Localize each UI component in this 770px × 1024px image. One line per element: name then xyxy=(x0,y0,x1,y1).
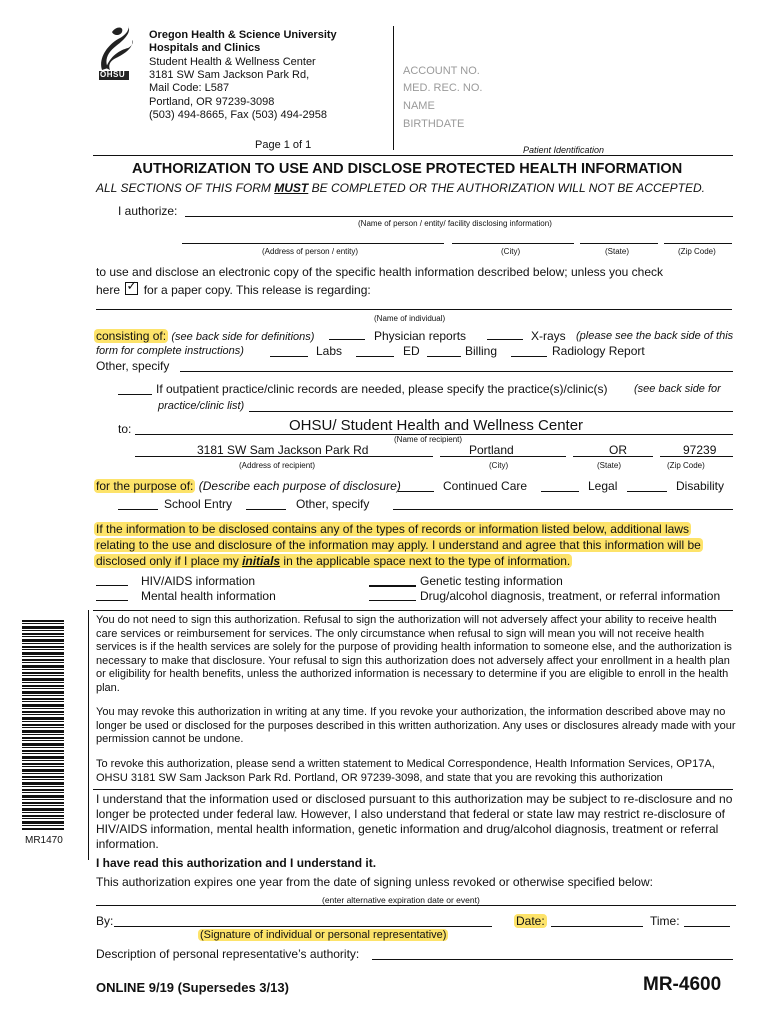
to-label: to: xyxy=(118,422,132,436)
disclosing-city-field[interactable] xyxy=(452,243,574,244)
signature-field[interactable] xyxy=(114,926,492,927)
form-title: AUTHORIZATION TO USE AND DISCLOSE PROTECTED HEALTH INFORMATION xyxy=(132,161,683,177)
date-field[interactable] xyxy=(551,926,643,927)
other-purpose-field[interactable] xyxy=(393,509,733,510)
sensitive-line-3 xyxy=(94,554,572,568)
side-code: MR1470 xyxy=(25,835,63,846)
sensitive-text: relating to the use and disclosure of the information may apply. I understand and agree that this information will be xyxy=(96,538,701,552)
redisclosure-text: I understand that the information used or disclosed pursuant to this authorization may be subject to re-disclosure and no longer be protected under federal law. However, I also understand that federal or state law may restrict re-disclosure of HIV/AIDS information, mental health information, genetic information and drug/alcohol diagnosis, treatment or referral information. xyxy=(96,792,733,851)
radiology-blank[interactable] xyxy=(511,356,547,357)
drug-initials-field[interactable] xyxy=(369,600,416,601)
recipient-address[interactable]: 3181 SW Sam Jackson Park Rd xyxy=(197,443,369,457)
ohsu-logo xyxy=(94,24,136,82)
form-number: MR-4600 xyxy=(643,974,722,995)
signature-caption-text: (Signature of individual or personal representative) xyxy=(200,929,447,941)
outpatient-text: If outpatient practice/clinic records are needed, please specify the practice(s)/clinic(s) xyxy=(156,382,608,396)
date-label-text: Date: xyxy=(516,914,545,928)
field-caption: (Name of individual) xyxy=(374,314,446,323)
recipient-name[interactable]: OHSU/ Student Health and Wellness Center xyxy=(289,417,584,434)
xrays-label: X-rays xyxy=(531,329,566,343)
hiv-label: HIV/AIDS information xyxy=(141,574,256,588)
mental-label: Mental health information xyxy=(141,589,276,603)
genetic-initials-field[interactable] xyxy=(369,585,416,587)
consisting-label: consisting of: xyxy=(96,329,167,343)
sensitive-line-2 xyxy=(94,538,703,552)
recipient-zip[interactable]: 97239 xyxy=(683,443,717,457)
field-caption: (City) xyxy=(501,247,521,256)
clinic-list-field[interactable] xyxy=(249,411,733,412)
sensitive-line-1 xyxy=(94,522,691,536)
field-caption: (City) xyxy=(489,461,509,470)
section-divider xyxy=(93,610,733,611)
sensitive-text: If the information to be disclosed contains any of the types of records or information listed below, additional laws xyxy=(96,522,689,536)
expiration-text: This authorization expires one year from the date of signing unless revoked or otherwise specified below: xyxy=(96,875,653,889)
barcode xyxy=(22,620,64,830)
field-caption: (Zip Code) xyxy=(667,461,705,470)
time-field[interactable] xyxy=(684,926,730,927)
section-divider xyxy=(93,789,733,790)
field-caption: (State) xyxy=(597,461,622,470)
subtitle-must: MUST xyxy=(274,181,309,195)
consisting-row-1 xyxy=(94,329,314,344)
account-no-label: ACCOUNT NO. xyxy=(403,65,480,77)
field-caption: (Address of recipient) xyxy=(239,461,316,470)
field-caption: (enter alternative expiration date or event) xyxy=(322,895,480,905)
xrays-blank[interactable] xyxy=(487,339,523,340)
header-rule xyxy=(93,155,733,156)
purpose-describe: (Describe each purpose of disclosure) xyxy=(198,479,401,493)
outpatient-note-2: practice/clinic list) xyxy=(158,400,245,412)
address-line: 3181 SW Sam Jackson Park Rd, xyxy=(149,69,310,81)
med-rec-no-label: MED. REC. NO. xyxy=(403,82,483,94)
other-purpose-label: Other, specify xyxy=(296,497,370,511)
outpatient-blank[interactable] xyxy=(118,394,152,395)
recipient-city-field[interactable] xyxy=(440,456,566,457)
xrays-note: (please see the back side of this xyxy=(576,330,734,342)
sensitive-text xyxy=(94,554,572,568)
school-entry-label: School Entry xyxy=(164,497,233,511)
see-back-note: (see back side for definitions) xyxy=(171,331,315,343)
date-label xyxy=(514,914,547,928)
org-name: Oregon Health & Science University xyxy=(149,29,337,41)
xrays-note-2: form for complete instructions) xyxy=(96,345,244,357)
initials-word: initials xyxy=(242,554,281,568)
address-line: Mail Code: L587 xyxy=(149,82,230,94)
purpose-row-1 xyxy=(94,479,401,493)
time-label: Time: xyxy=(650,914,680,928)
individual-name-field[interactable] xyxy=(96,309,732,310)
subtitle-text: ALL SECTIONS OF THIS FORM xyxy=(96,181,275,195)
field-caption: (Zip Code) xyxy=(678,247,716,256)
org-subname: Hospitals and Clinics xyxy=(149,42,261,54)
recipient-city[interactable]: Portland xyxy=(469,443,514,457)
school-entry-blank[interactable] xyxy=(118,509,158,510)
subtitle-text: BE COMPLETED OR THE AUTHORIZATION WILL NOT BE ACCEPTED. xyxy=(308,181,705,195)
hiv-initials-field[interactable] xyxy=(96,585,128,586)
other-specify-field[interactable] xyxy=(180,371,733,372)
purpose-label: for the purpose of: xyxy=(96,479,194,493)
patient-id-label: Patient Identification xyxy=(523,145,605,155)
recipient-state-field[interactable] xyxy=(573,456,653,457)
page-number: Page 1 of 1 xyxy=(255,139,312,151)
address-line: Student Health & Wellness Center xyxy=(149,56,316,68)
disclosing-state-field[interactable] xyxy=(580,243,658,244)
by-label: By: xyxy=(96,914,114,928)
genetic-label: Genetic testing information xyxy=(420,574,563,588)
form-subtitle xyxy=(96,181,705,195)
notice-paragraph-3: To revoke this authorization, please send a written statement to Medical Correspondence, Health Information Services, OP17A, OHSU 3181 SW Sam Jackson Park Rd. Portland, OR 97239-3098, and state that you are revoking this authorization xyxy=(96,758,715,784)
birthdate-label: BIRTHDATE xyxy=(403,118,465,130)
billing-label: Billing xyxy=(465,344,498,358)
continued-care-blank[interactable] xyxy=(398,491,434,492)
disclosing-name-field[interactable] xyxy=(185,216,733,217)
recipient-address-field[interactable] xyxy=(135,456,433,457)
address-line: (503) 494-8665, Fax (503) 494-2958 xyxy=(149,109,327,121)
continued-care-label: Continued Care xyxy=(443,479,528,493)
authorize-label: I authorize: xyxy=(118,204,178,218)
paper-copy-checkbox[interactable] xyxy=(125,282,138,295)
footer-revision: ONLINE 9/19 (Supersedes 3/13) xyxy=(96,980,289,995)
billing-blank[interactable] xyxy=(427,356,461,357)
notice-paragraph-1: You do not need to sign this authorization. Refusal to sign the authorization will not adversely affect your ability to receive health care services or reimbursement for services. The only circumstance when refusal to sign will mean you will not receive health services is if the health services are solely for the purpose of providing health information to someone else, and the authorization is necessary to make that disclosure. Your refusal to sign this authorization does not adversely affect your enrollment in a health plan or eligibility for health benefits, unless the authorized information is necessary to determine if you are eligible to enroll in the health plan. xyxy=(96,614,732,694)
logo-text: OHSU xyxy=(100,70,126,79)
physician-blank[interactable] xyxy=(329,339,365,340)
recipient-zip-field[interactable] xyxy=(660,456,733,457)
use-disclose-text: to use and disclose an electronic copy of the specific health information described below; unless you check xyxy=(96,265,663,279)
mental-initials-field[interactable] xyxy=(96,600,128,601)
patient-box-divider xyxy=(393,26,394,150)
legal-label: Legal xyxy=(588,479,618,493)
recipient-state[interactable]: OR xyxy=(609,443,627,457)
labs-blank[interactable] xyxy=(270,356,308,357)
field-caption: (Address of person / entity) xyxy=(262,247,359,256)
sensitive-pre: disclosed only if I place my xyxy=(96,554,243,568)
legal-blank[interactable] xyxy=(541,491,579,492)
drug-label: Drug/alcohol diagnosis, treatment, or referral information xyxy=(420,589,721,603)
other-purpose-blank[interactable] xyxy=(246,509,286,510)
here-text: here xyxy=(96,283,121,297)
outpatient-note: (see back side for xyxy=(634,383,721,395)
signature-caption xyxy=(198,929,448,942)
sensitive-post: in the applicable space next to the type of information. xyxy=(280,554,571,568)
field-caption: (State) xyxy=(605,247,630,256)
radiology-label: Radiology Report xyxy=(552,344,645,358)
disclosing-address-field[interactable] xyxy=(182,243,444,244)
read-understand: I have read this authorization and I understand it. xyxy=(96,856,377,870)
name-label: NAME xyxy=(403,100,435,112)
ed-label: ED xyxy=(403,344,420,358)
field-caption: (Name of recipient) xyxy=(394,435,463,444)
rep-authority-field[interactable] xyxy=(372,959,733,960)
field-caption: (Name of person / entity/ facility disclosing information) xyxy=(358,219,552,228)
rep-authority-label: Description of personal representative’s authority: xyxy=(96,947,360,961)
labs-label: Labs xyxy=(316,344,343,358)
paper-copy-text: for a paper copy. This release is regarding: xyxy=(143,283,371,297)
disability-blank[interactable] xyxy=(627,491,667,492)
paper-copy-line xyxy=(96,282,371,297)
physician-reports-label: Physician reports xyxy=(374,329,467,343)
ed-blank[interactable] xyxy=(356,356,394,357)
notice-paragraph-2: You may revoke this authorization in writing at any time. If you revoke your authorization, the information described above may no longer be used or disclosed for the purposes described in this written authorization. Any uses or disclosures already made with your permission cannot be undone. xyxy=(96,706,736,745)
left-rule xyxy=(88,610,89,860)
disclosing-zip-field[interactable] xyxy=(664,243,732,244)
address-line: Portland, OR 97239-3098 xyxy=(149,96,275,108)
other-specify-label: Other, specify xyxy=(96,359,170,373)
alt-expiration-field[interactable] xyxy=(96,905,736,906)
disability-label: Disability xyxy=(676,479,725,493)
